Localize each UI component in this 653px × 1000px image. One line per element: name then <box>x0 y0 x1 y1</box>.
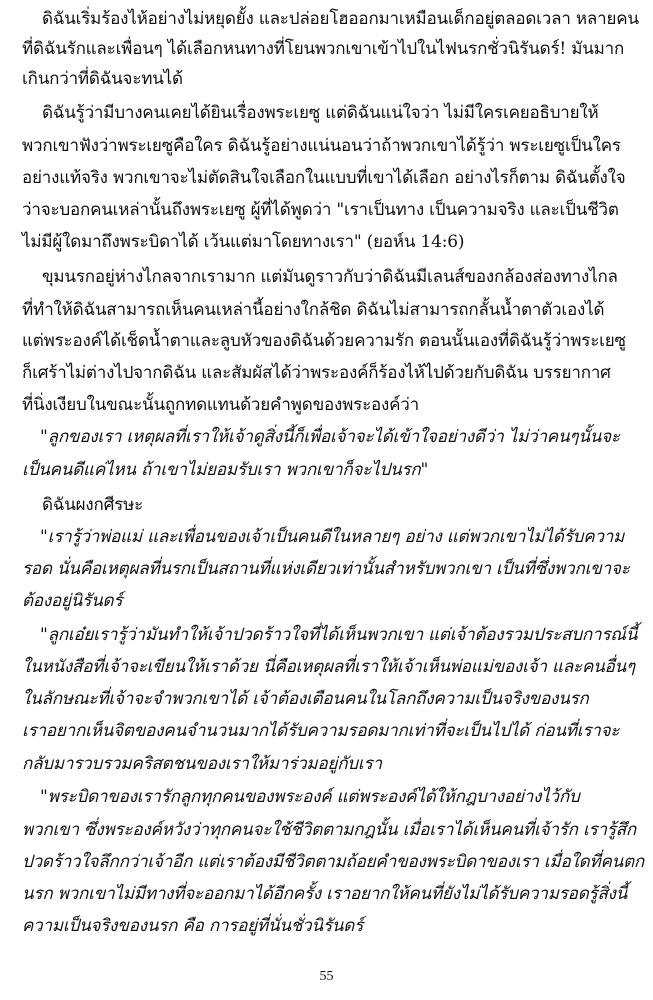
paragraph-3-line-1: ขุมนรกอยู่ห่างไกลจากเรามาก แต่มันดูราวกับว่าดิฉันมีเลนส์ของกล้องส่องทางไกล <box>42 267 618 287</box>
paragraph-1-line-3: เกินกว่าที่ดิฉันจะทนได้ <box>22 69 183 89</box>
paragraph-2-line-2: พวกเขาฟังว่าพระเยซูคือใคร ดิฉันรู้อย่างแน่นอนว่าถ้าพวกเขาได้รู้ว่า พระเยซูเป็นใคร <box>22 136 621 156</box>
paragraph-2-line-1: ดิฉันรู้ว่ามีบางคนเคยได้ยินเรื่องพระเยซู แต่ดิฉันแน่ใจว่า ไม่มีใครเคยอธิบายให้ <box>42 103 599 123</box>
paragraph-3-line-5: ที่นิ่งเงียบในขณะนั้นถูกทดแทนด้วยคำพูดของพระองค์ว่า <box>22 395 419 415</box>
paragraph-1-line-1: ดิฉันเริ่มร้องไห้อย่างไม่หยุดยั้ง และปล่อยโฮออกมาเหมือนเด็กอยู่ตลอดเวลา หลายคน <box>42 9 639 29</box>
paragraph-3-line-2: ที่ทำให้ดิฉันสามารถเห็นคนเหล่านี้อย่างใกล้ชิด ดิฉันไม่สามารถกลั้นน้ำตาตัวเองได้ <box>22 300 605 320</box>
quote-3-line-3: ในลักษณะที่เจ้าจะจำพวกเขาได้ เจ้าต้องเตือนคนในโลกถึงความเป็นจริงของนรก <box>22 689 589 709</box>
quote-2-line-3: ต้องอยู่นิรันดร์ <box>22 591 123 611</box>
quote-2-line-2: รอด นั่นคือเหตุผลที่นรกเป็นสถานที่แห่งเดียวเท่านั้นสำหรับพวกเขา เป็นที่ซึ่งพวกเขาจะ <box>22 559 630 579</box>
paragraph-2-line-3: อย่างแท้จริง พวกเขาจะไม่ตัดสินใจเลือกในแบบที่เขาได้เลือก อย่างไรก็ตาม ดิฉันตั้งใจ <box>22 168 626 188</box>
quote-2-line-1: "เรารู้ว่าพ่อแม่ และเพื่อนของเจ้าเป็นคนดีในหลายๆ อย่าง แต่พวกเขาไม่ได้รับความ <box>40 527 625 547</box>
paragraph-3-line-4: ก็เศร้าไม่ต่างไปจากดิฉัน และสัมผัสได้ว่าพระองค์ก็ร้องไห้ไปด้วยกับดิฉัน บรรยากาศ <box>22 363 611 383</box>
paragraph-5-line-1: ดิฉันผงกศีรษะ <box>42 495 144 515</box>
quote-1-line-1: "ลูกของเรา เหตุผลที่เราให้เจ้าดูสิ่งนี้ก็เพื่อเจ้าจะได้เข้าใจอย่างดีว่า ไม่ว่าคนๆนั้นจะ <box>40 427 620 447</box>
quote-4-line-5: ความเป็นจริงของนรก คือ การอยู่ที่นั่นชั่วนิรันดร์ <box>22 916 364 936</box>
quote-3-line-5: กลับมารวบรวมคริสตชนของเราให้มาร่วมอยู่กับเรา <box>22 754 382 774</box>
quote-1-line-2: เป็นคนดีแค่ไหน ถ้าเขาไม่ยอมรับเรา พวกเขาก็จะไปนรก" <box>22 460 429 480</box>
quote-4-line-3: ปวดร้าวใจลึกกว่าเจ้าอีก แต่เราต้องมีชีวิตตามถ้อยคำของพระบิดาของเรา เมื่อใดที่คนตก <box>22 852 645 872</box>
quote-3-line-2: ในหนังสือที่เจ้าจะเขียนให้เราด้วย นี่คือเหตุผลที่เราให้เจ้าเห็นพ่อแม่ของเจ้า และคนอื่นๆ <box>22 657 635 677</box>
quote-4-line-1: "พระบิดาของเรารักลูกทุกคนของพระองค์ แต่พระองค์ได้ให้กฎบางอย่างไว้กับ <box>40 787 580 807</box>
quote-4-line-2: พวกเขา ซึ่งพระองค์หวังว่าทุกคนจะใช้ชีวิตตามกฎนั้น เมื่อเราได้เห็นคนที่เจ้ารัก เรารู้สึก <box>22 820 637 840</box>
paragraph-1-line-2: ที่ดิฉันรักและเพื่อนๆ ได้เลือกหนทางที่โยนพวกเขาเข้าไปในไฟนรกชั่วนิรันดร์! มันมาก <box>22 39 625 59</box>
paragraph-2-line-4: ว่าจะบอกคนเหล่านั้นถึงพระเยซู ผู้ที่ได้พูดว่า "เราเป็นทาง เป็นความจริง และเป็นชีวิต <box>22 200 619 220</box>
page-number: 55 <box>319 969 334 984</box>
paragraph-3-line-3: แต่พระองค์ได้เช็ดน้ำตาและลูบหัวของดิฉันด้วยความรัก ตอนนั้นเองที่ดิฉันรู้ว่าพระเยซู <box>22 331 626 351</box>
quote-4-line-4: นรก พวกเขาไม่มีทางที่จะออกมาได้อีกครั้ง เราอยากให้คนที่ยังไม่ได้รับความรอดรู้สิ่งนี้ <box>22 884 628 904</box>
quote-3-line-1: "ลูกเอ๋ยเรารู้ว่ามันทำให้เจ้าปวดร้าวใจที่ได้เห็นพวกเขา แต่เจ้าต้องรวมประสบการณ์นี้ <box>40 625 638 645</box>
quote-3-line-4: เราอยากเห็นจิตของคนจำนวนมากได้รับความรอดมากเท่าที่จะเป็นไปได้ ก่อนที่เราจะ <box>22 721 620 741</box>
paragraph-2-line-5: ไม่มีผู้ใดมาถึงพระบิดาได้ เว้นแต่มาโดยทางเรา" (ยอห์น 14:6) <box>22 232 465 252</box>
